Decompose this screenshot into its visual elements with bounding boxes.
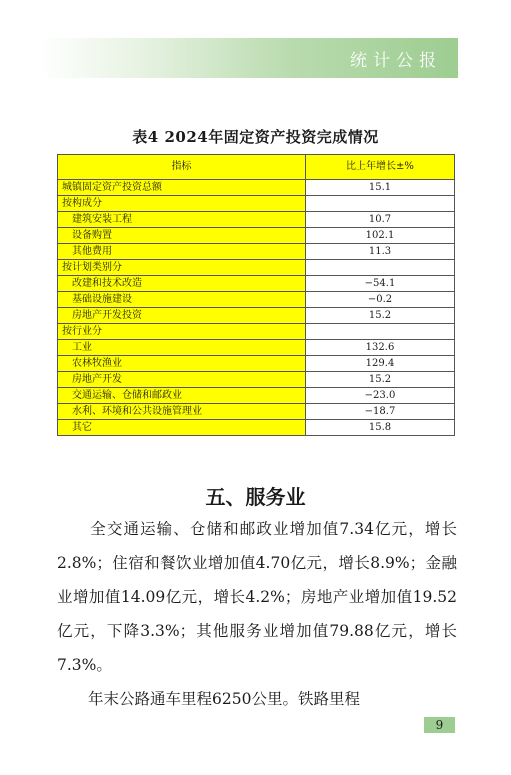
table-row: [58, 340, 455, 356]
row-value: 11.3: [306, 244, 455, 260]
row-label: 房地产开发: [58, 372, 306, 388]
table-title: 表4 2024年固定资产投资完成情况: [132, 128, 379, 146]
table-header-row: [58, 155, 455, 180]
column-header-indicator: 指标: [58, 155, 306, 180]
table-row: [58, 420, 455, 436]
row-label: 其他费用: [58, 244, 306, 260]
column-header-growth: 比上年增长±%: [306, 155, 455, 180]
paragraph: 全交通运输、仓储和邮政业增加值7.34亿元，增长2.8%；住宿和餐饮业增加值4.70亿元，增长8.9%；金融业增加值14.09亿元，增长4.2%；房地产业增加值19.52亿元，下降3.3%；其他服务业增加值79.88亿元，增长7.3%。: [57, 520, 457, 674]
row-value: 132.6: [306, 340, 455, 356]
row-value: 15.2: [306, 308, 455, 324]
table-row: [58, 212, 455, 228]
header-banner: [40, 38, 458, 78]
banner-title: 统计公报: [350, 51, 442, 71]
table-body: [58, 180, 455, 436]
row-label: 工业: [58, 340, 306, 356]
row-label: 房地产开发投资: [58, 308, 306, 324]
row-value: 15.8: [306, 420, 455, 436]
row-label: 农林牧渔业: [58, 356, 306, 372]
table-row: [58, 388, 455, 404]
table-row: [58, 228, 455, 244]
row-label: 水利、环境和公共设施管理业: [58, 404, 306, 420]
row-label: 按构成分: [58, 196, 306, 212]
table-row: [58, 260, 455, 276]
row-label: 改建和技术改造: [58, 276, 306, 292]
table-row: [58, 292, 455, 308]
row-label: 其它: [58, 420, 306, 436]
row-value: [306, 196, 455, 212]
row-label: 城镇固定资产投资总额: [58, 180, 306, 196]
row-value: −23.0: [306, 388, 455, 404]
row-value: 10.7: [306, 212, 455, 228]
table-row: [58, 356, 455, 372]
row-label: 交通运输、仓储和邮政业: [58, 388, 306, 404]
row-label: 设备购置: [58, 228, 306, 244]
paragraph: 年末公路通车里程6250公里。铁路里程: [57, 690, 360, 708]
page-number: 9: [424, 717, 455, 733]
table-row: [58, 404, 455, 420]
row-value: −18.7: [306, 404, 455, 420]
row-label: 按行业分: [58, 324, 306, 340]
row-value: −0.2: [306, 292, 455, 308]
table-row: [58, 196, 455, 212]
row-value: 102.1: [306, 228, 455, 244]
row-label: 基础设施建设: [58, 292, 306, 308]
table-row: [58, 276, 455, 292]
row-value: −54.1: [306, 276, 455, 292]
table-row: [58, 308, 455, 324]
row-value: 129.4: [306, 356, 455, 372]
row-value: 15.2: [306, 372, 455, 388]
row-value: 15.1: [306, 180, 455, 196]
table-row: [58, 180, 455, 196]
table-row: [58, 372, 455, 388]
row-value: [306, 260, 455, 276]
investment-table: [57, 154, 455, 436]
row-value: [306, 324, 455, 340]
row-label: 建筑安装工程: [58, 212, 306, 228]
table-row: [58, 244, 455, 260]
table-row: [58, 324, 455, 340]
row-label: 按计划类别分: [58, 260, 306, 276]
section-heading: 五、服务业: [205, 485, 306, 509]
